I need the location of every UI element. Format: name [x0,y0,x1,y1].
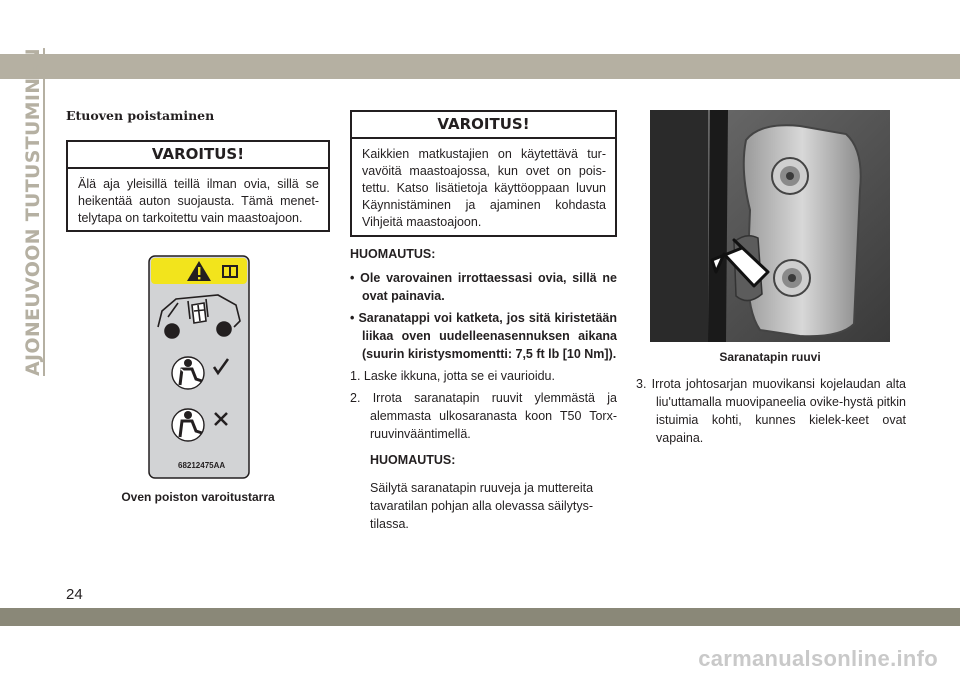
chapter-side-label: AJONEUVOON TUTUSTUMINEN [22,48,44,376]
label-part-number: 68212475AA [178,461,226,470]
note-bullet-2: • Saranatappi voi katketa, jos sitä kiristetään liikaa oven uudelleenasennuksen aikana (suurin kiristysmomentti: 7,5 ft lb [10 Nm]). [350,311,617,361]
hinge-pin-photo [650,110,890,342]
warning-box-1 [66,140,330,232]
note-heading: HUOMAUTUS: [350,247,436,261]
photo-caption: Saranatapin ruuvi [719,350,821,364]
lower-hinge-bolt-icon [774,260,810,296]
warning-heading: VAROITUS! [352,112,615,139]
section-title: Etuoven poistaminen [66,108,215,123]
manual-book-icon [222,265,238,278]
note-heading: HUOMAUTUS: [370,453,456,467]
upper-hinge-bolt-icon [772,158,808,194]
page-number: 24 [66,586,83,603]
warning-text: Älä aja yleisillä teillä ilman ovia, sillä se heikentää auton suojausta. Tämä menet-telytapa on tarkoitettu vain maastoajoon. [78,177,319,225]
warning-box-2 [350,110,617,237]
step-3: 3. Irrota johtosarjan muovikansi kojelaudan alta liu'uttamalla muovipaneelia ovike-hystä pitkin istuimia kohti, kunnes kielek-keet ovat vapaina. [636,377,906,445]
warning-text: Kaikkien matkustajien on käytettävä tur-vavöitä maastoajossa, kun ovet on pois-tettu. Katso lisätietoja käyttöoppaan luvun Käynnistäminen ja ajaminen kohdasta Vihjeitä maastoajoon. [362,147,606,229]
warning-heading: VAROITUS! [68,142,328,169]
door-removal-warning-label [148,255,250,479]
header-band [0,54,960,79]
note-text: Säilytä saranatapin ruuveja ja muttereita tavaratilan pohjan alla olevassa säilytys-tilassa. [370,481,594,531]
step-1: 1. Laske ikkuna, jotta se ei vaurioidu. [350,369,555,383]
footer-band [0,608,960,626]
instruction-column [350,245,617,533]
watermark: carmanualsonline.info [698,646,938,671]
step-2: 2. Irrota saranatapin ruuvit ylemmästä ja alemmasta ulkosaranasta koon T50 Torx-ruuvinvääntimellä. [350,391,617,441]
note-2 [350,451,617,533]
note-bullet-1: • Ole varovainen irrottaessasi ovia, sillä ne ovat painavia. [350,271,617,303]
label-caption: Oven poiston varoitustarra [121,490,275,504]
